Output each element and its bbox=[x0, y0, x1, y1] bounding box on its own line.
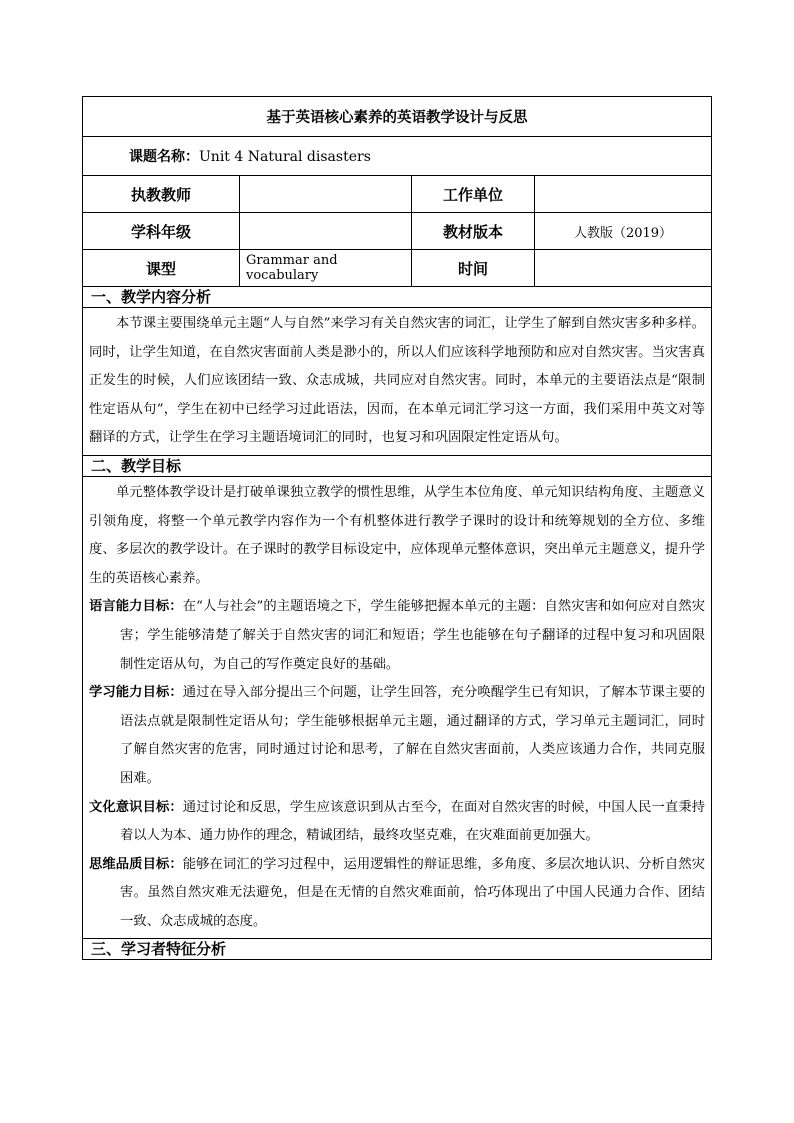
goal-label: 语言能力目标： bbox=[89, 599, 183, 615]
objectives-intro-paragraph: 单元整体教学设计是打破单课独立教学的惯性思维，从学生本位角度、单元知识结构角度、主题意义引领角度，将整一个单元教学内容作为一个有机整体进行教学子课时的设计和统筹规划的全方位、多维度、多层次的教学设计。在子课时的教学目标设定中，应体现单元整体意识，突出单元主题意义，提升学生的英语核心素养。 bbox=[89, 484, 705, 586]
info-row-grade bbox=[83, 213, 712, 250]
info-label-time: 时间 bbox=[412, 250, 535, 287]
info-label-type: 课型 bbox=[83, 250, 240, 287]
document-title: 基于英语核心素养的英语教学设计与反思 bbox=[83, 97, 712, 137]
goal-text: 在“人与社会”的主题语境之下，学生能够把握本单元的主题：自然灾害和如何应对自然灾害；学生能够清楚了解关于自然灾害的词汇和短语；学生也能够在句子翻译的过程中复习和巩固限制性定语从句，为自己的写作奠定良好的基础。 bbox=[120, 599, 705, 672]
goal-label: 学习能力目标： bbox=[89, 685, 183, 701]
goal-label: 思维品质目标： bbox=[89, 856, 183, 872]
goal-cultural-awareness bbox=[89, 794, 705, 851]
info-value-time bbox=[535, 250, 712, 287]
info-label-teacher: 执教教师 bbox=[83, 176, 240, 213]
goal-thinking-quality bbox=[89, 851, 705, 937]
section-heading-content-analysis: 一、教学内容分析 bbox=[83, 287, 712, 308]
info-row-teacher bbox=[83, 176, 712, 213]
section-heading-objectives: 二、教学目标 bbox=[83, 455, 712, 476]
goal-text: 能够在词汇的学习过程中，运用逻辑性的辩证思维，多角度、多层次地认识、分析自然灾害。虽然自然灾难无法避免，但是在无情的自然灾难面前，恰巧体现出了中国人民通力合作、团结一致、众志成城的态度。 bbox=[120, 856, 706, 929]
content-analysis-paragraph: 本节课主要围绕单元主题“人与自然”来学习有关自然灾害的词汇，让学生了解到自然灾害多种多样。同时，让学生知道，在自然灾害面前人类是渺小的，所以人们应该科学地预防和应对自然灾害。当灾害真正发生的时候，人们应该团结一致、众志成城，共同应对自然灾害。同时，本单元的主要语法点是“限制性定语从句”，学生在初中已经学习过此语法，因而，在本单元词汇学习这一方面，我们采用中英文对等翻译的方式，让学生在学习主题语境词汇的同时，也复习和巩固限定性定语从句。 bbox=[89, 316, 705, 446]
info-label-workplace: 工作单位 bbox=[412, 176, 535, 213]
goal-language-ability bbox=[89, 593, 705, 679]
topic-value: Unit 4 Natural disasters bbox=[199, 149, 371, 165]
lesson-plan-table bbox=[82, 96, 712, 960]
info-label-edition: 教材版本 bbox=[412, 213, 535, 250]
section-heading-learner-analysis: 三、学习者特征分析 bbox=[83, 939, 712, 960]
info-value-grade bbox=[240, 213, 412, 250]
goal-text: 通过讨论和反思，学生应该意识到从古至今，在面对自然灾害的时候，中国人民一直秉持着以人为本、通力协作的理念，精诚团结，最终攻坚克难，在灾难面前更加强大。 bbox=[120, 799, 706, 844]
goal-label: 文化意识目标： bbox=[89, 799, 183, 815]
info-label-grade: 学科年级 bbox=[83, 213, 240, 250]
goal-text: 通过在导入部分提出三个问题，让学生回答，充分唤醒学生已有知识，了解本节课主要的语法点就是限制性定语从句；学生能够根据单元主题，通过翻译的方式，学习单元主题词汇，同时了解自然灾害的危害，同时通过讨论和思考，了解在自然灾害面前，人类应该通力合作，共同克服困难。 bbox=[120, 685, 706, 786]
topic-label: 课题名称： bbox=[129, 149, 199, 165]
info-value-edition: 人教版（2019） bbox=[535, 213, 712, 250]
info-row-type bbox=[83, 250, 712, 287]
section-body-objectives bbox=[83, 476, 712, 939]
section-body-content-analysis bbox=[83, 308, 712, 456]
info-value-workplace bbox=[535, 176, 712, 213]
info-value-type: Grammar and vocabulary bbox=[240, 250, 412, 287]
info-value-teacher bbox=[240, 176, 412, 213]
topic-row bbox=[83, 137, 712, 176]
goal-learning-ability bbox=[89, 679, 705, 793]
